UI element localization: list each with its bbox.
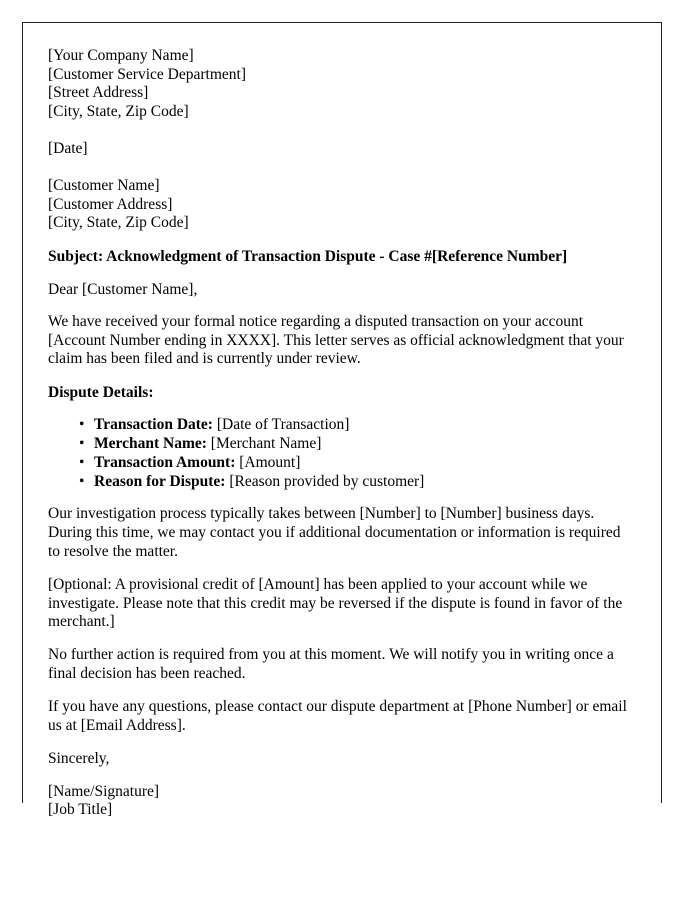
detail-value: [Amount]	[239, 453, 301, 471]
paragraph-contact: If you have any questions, please contact our dispute department at [Phone Number] or email us at [Email Address].	[48, 697, 627, 734]
paragraph-intro: We have received your formal notice regarding a disputed transaction on your account [Account Number ending in XXXX]. This letter serves as official acknowledgment that your claim has been filed and is currently under review.	[48, 312, 624, 368]
list-item	[94, 454, 628, 473]
date-line: [Date]	[48, 139, 88, 157]
detail-value: [Date of Transaction]	[216, 416, 350, 434]
sender-street-line: [Street Address]	[48, 84, 149, 102]
paragraph-no-action: No further action is required from you at this moment. We will notify you in writing once a final decision has been reached.	[48, 646, 614, 682]
detail-label: Transaction Amount:	[94, 453, 236, 471]
sender-address-block	[48, 47, 628, 121]
dispute-details-list	[48, 416, 628, 491]
paragraph-optional-credit: [Optional: A provisional credit of [Amount] has been applied to your account while we investigate. Please note that this credit may be reversed if the dispute is found in favor of the merchant.]	[48, 575, 623, 631]
letter-body	[48, 47, 628, 819]
recipient-address-block	[48, 177, 628, 233]
signature-title-line: [Job Title]	[48, 801, 113, 819]
subject-line: Subject: Acknowledgment of Transaction Dispute - Case #[Reference Number]	[48, 247, 568, 265]
recipient-city-line: [City, State, Zip Code]	[48, 214, 189, 232]
dispute-details-heading: Dispute Details:	[48, 384, 154, 402]
detail-value: [Reason provided by customer]	[229, 472, 425, 490]
detail-label: Transaction Date:	[94, 416, 213, 434]
sender-department-line: [Customer Service Department]	[48, 65, 246, 83]
list-item	[94, 416, 628, 435]
salutation-line: Dear [Customer Name],	[48, 280, 198, 298]
recipient-name-line: [Customer Name]	[48, 176, 160, 194]
sender-city-line: [City, State, Zip Code]	[48, 102, 189, 120]
date-block	[48, 140, 628, 159]
detail-value: [Merchant Name]	[210, 434, 322, 452]
signature-name-line: [Name/Signature]	[48, 783, 160, 801]
detail-label: Merchant Name:	[94, 434, 207, 452]
list-item	[94, 473, 628, 492]
letter-page	[22, 22, 662, 819]
detail-label: Reason for Dispute:	[94, 472, 226, 490]
recipient-address-line: [Customer Address]	[48, 195, 173, 213]
closing-line: Sincerely,	[48, 750, 110, 768]
list-item	[94, 435, 628, 454]
paragraph-timeline: Our investigation process typically takes between [Number] to [Number] business days. During this time, we may contact you if additional documentation or information is required to resolve the matter.	[48, 505, 621, 560]
sender-company-line: [Your Company Name]	[48, 47, 194, 64]
